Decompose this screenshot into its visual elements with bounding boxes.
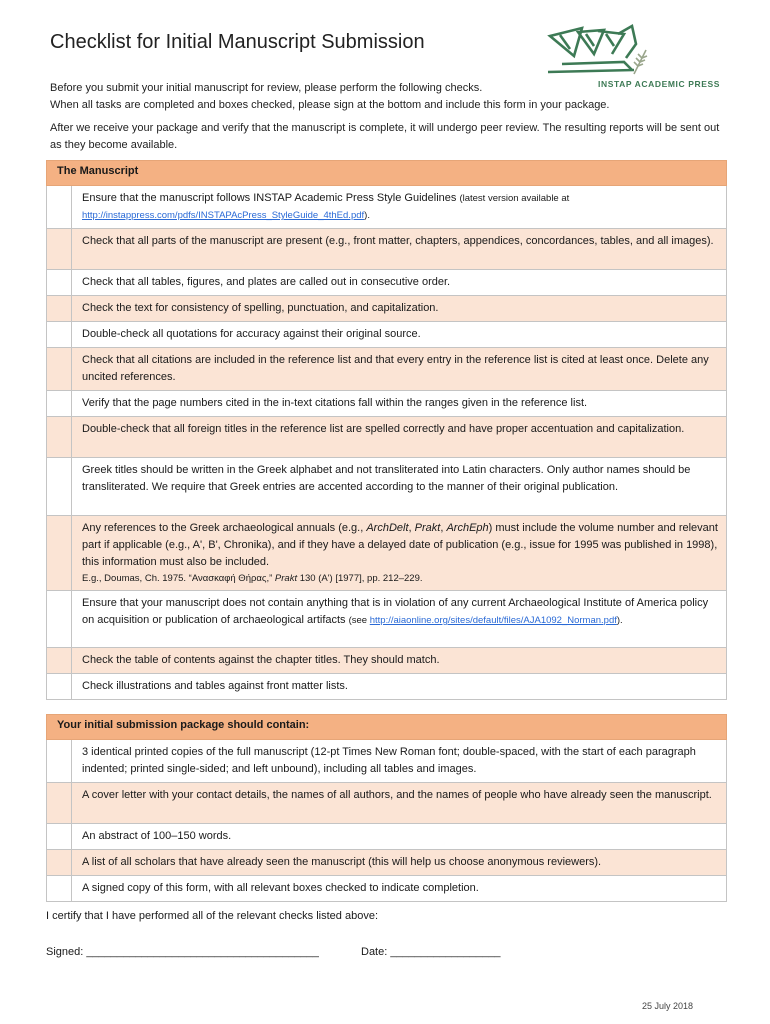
signature-field[interactable] xyxy=(46,946,319,958)
item-text: ArchDelt xyxy=(366,522,409,534)
checkbox[interactable] xyxy=(47,740,72,783)
checklist-item: Check the table of contents against the chapter titles. They should match. xyxy=(72,648,727,674)
intro-line-1: Before you submit your initial manuscript for review, please perform the following checks. xyxy=(50,82,483,94)
example-text: E.g., Doumas, Ch. 1975. “Ανασκαφή Θήρας,” xyxy=(82,573,275,584)
checkbox[interactable] xyxy=(47,391,72,417)
checklist-item: Check that all parts of the manuscript are present (e.g., front matter, chapters, appendices, concordances, tables, and all images). xyxy=(72,229,727,270)
section-heading: Your initial submission package should contain: xyxy=(47,715,727,740)
date-line[interactable]: __________________ xyxy=(390,946,501,958)
item-text: , xyxy=(440,522,447,534)
checkbox[interactable] xyxy=(47,322,72,348)
package-checklist xyxy=(46,714,727,902)
signed-label: Signed: xyxy=(46,946,84,958)
checklist-item: Verify that the page numbers cited in the in-text citations fall within the ranges given in the reference list. xyxy=(72,391,727,417)
item-text: Prakt xyxy=(414,522,441,534)
checklist-item: An abstract of 100–150 words. xyxy=(72,824,727,850)
checklist-item: A list of all scholars that have already seen the manuscript (this will help us choose anonymous reviewers). xyxy=(72,850,727,876)
checklist-item: Check that all tables, figures, and plates are called out in consecutive order. xyxy=(72,270,727,296)
checklist-item: A signed copy of this form, with all relevant boxes checked to indicate completion. xyxy=(72,876,727,902)
style-guide-link[interactable]: http://instappress.com/pdfs/INSTAPAcPress_StyleGuide_4thEd.pdf xyxy=(82,210,365,221)
footer-date: 25 July 2018 xyxy=(642,1001,694,1011)
checklist-item: 3 identical printed copies of the full manuscript (12-pt Times New Roman font; double-spaced, with the start of each paragraph indented; printed single-sided; and left unbound), including all tables and images. xyxy=(72,740,727,783)
checkbox[interactable] xyxy=(47,417,72,458)
checklist-item xyxy=(72,186,727,229)
example-text: 130 (A') [1977], pp. 212–229. xyxy=(297,573,423,584)
section-heading: The Manuscript xyxy=(47,161,727,186)
intro-line-2: When all tasks are completed and boxes checked, please sign at the bottom and include this form in your package. xyxy=(50,99,610,111)
manuscript-checklist xyxy=(46,160,727,700)
checklist-item: Check that all citations are included in the reference list and that every entry in the reference list is cited at least once. Delete any uncited references. xyxy=(72,348,727,391)
checklist-item: Double-check all quotations for accuracy against their original source. xyxy=(72,322,727,348)
checkbox[interactable] xyxy=(47,648,72,674)
checkbox[interactable] xyxy=(47,876,72,902)
checkbox[interactable] xyxy=(47,591,72,648)
checkbox[interactable] xyxy=(47,850,72,876)
checklist-item: A cover letter with your contact details, the names of all authors, and the names of people who have already seen the manuscript. xyxy=(72,783,727,824)
checkbox[interactable] xyxy=(47,270,72,296)
checklist-item: Greek titles should be written in the Greek alphabet and not transliterated into Latin characters. Only author names should be transliterated. We require that Greek entries are accented according to the manner of their original publication. xyxy=(72,458,727,516)
checkbox[interactable] xyxy=(47,516,72,591)
date-field[interactable] xyxy=(361,946,500,958)
item-text: Any references to the Greek archaeological annuals (e.g., xyxy=(82,522,367,534)
checkbox[interactable] xyxy=(47,783,72,824)
date-label: Date: xyxy=(361,946,388,958)
checklist-item xyxy=(72,591,727,648)
checkbox[interactable] xyxy=(47,458,72,516)
checkbox[interactable] xyxy=(47,348,72,391)
aia-policy-link[interactable]: http://aiaonline.org/sites/default/files/AJA1092_Norman.pdf xyxy=(369,615,617,626)
signed-line[interactable]: ______________________________________ xyxy=(86,946,319,958)
item-example xyxy=(82,571,718,586)
item-text: ) must include the volume number and relevant part if applicable (e.g., A', B', Chronika), and if they have a delayed date of publication (e.g., issue for 1995 was published in 1998), this information must also be included. xyxy=(82,522,718,568)
checklist-item: Check the text for consistency of spelling, punctuation, and capitalization. xyxy=(72,296,727,322)
checkbox[interactable] xyxy=(47,229,72,270)
item-note: ). xyxy=(616,615,623,626)
item-note: ). xyxy=(364,210,370,221)
item-text: ArchEph xyxy=(446,522,489,534)
checklist-item: Double-check that all foreign titles in the reference list are spelled correctly and have proper accentuation and capitalization. xyxy=(72,417,727,458)
checkbox[interactable] xyxy=(47,824,72,850)
item-note: (latest version available at xyxy=(459,193,570,204)
example-text: Prakt xyxy=(274,573,298,584)
intro-paragraph-2: After we receive your package and verify that the manuscript is complete, it will undergo peer review. The resulting reports will be sent out as they become available. xyxy=(50,122,720,151)
page-title: Checklist for Initial Manuscript Submission xyxy=(50,31,425,53)
certify-statement: I certify that I have performed all of the relevant checks listed above: xyxy=(46,910,379,922)
item-note: (see xyxy=(348,615,370,626)
intro-paragraph-1 xyxy=(50,80,730,114)
logo-text: INSTAP ACADEMIC PRESS xyxy=(598,79,721,89)
item-text: Ensure that your manuscript does not contain anything that is in violation of any current Archaeological Institute of America policy on acquisition or publication of archaeological artifacts xyxy=(82,597,709,626)
checklist-item: Check illustrations and tables against front matter lists. xyxy=(72,674,727,700)
checklist-item xyxy=(72,516,727,591)
item-text: , xyxy=(408,522,415,534)
checkbox[interactable] xyxy=(47,674,72,700)
checkbox[interactable] xyxy=(47,186,72,229)
checkbox[interactable] xyxy=(47,296,72,322)
item-text: Ensure that the manuscript follows INSTAP Academic Press Style Guidelines xyxy=(82,192,460,204)
